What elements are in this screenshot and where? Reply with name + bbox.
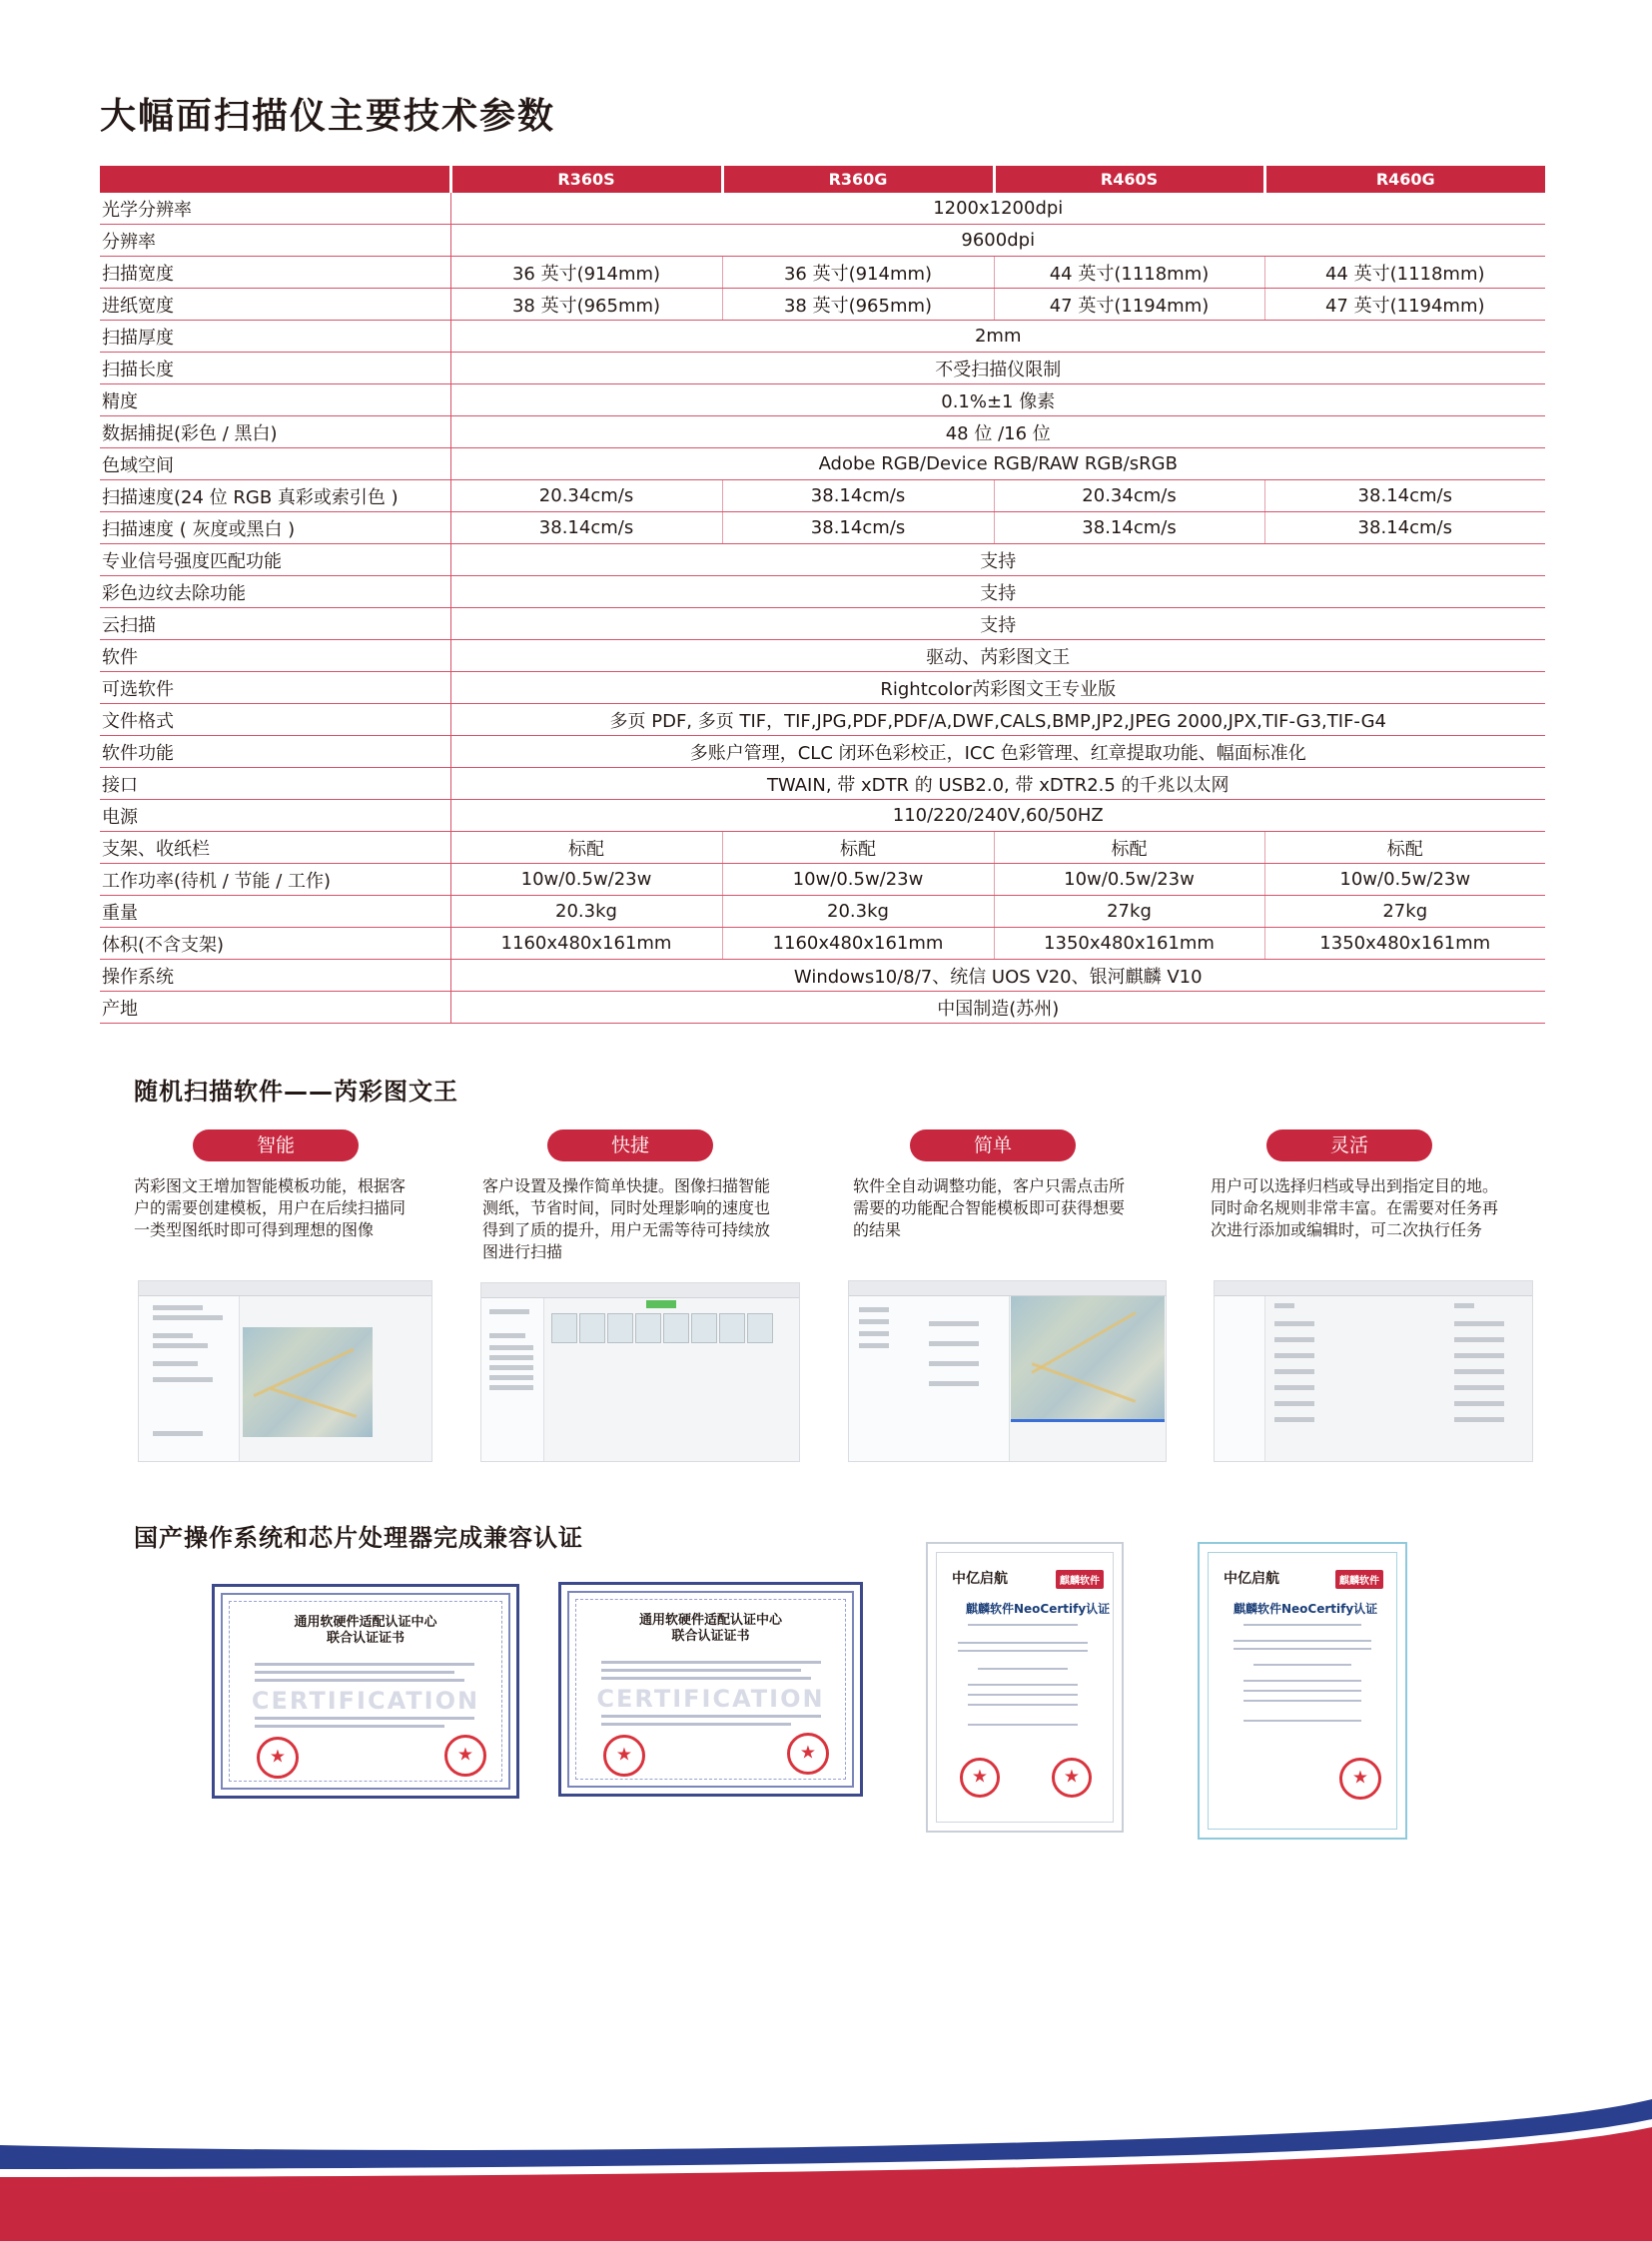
cert-2-title-line1: 通用软硬件适配认证中心: [638, 1613, 782, 1628]
spec-row-cell: 36 英寸(914mm): [450, 257, 722, 289]
spec-row-label: 扫描长度: [100, 353, 450, 384]
feature-description-line: 图进行扫描: [482, 1242, 563, 1261]
cert-4-brand: 麒麟软件: [1335, 1570, 1383, 1589]
spec-row-cell: 10w/0.5w/23w: [722, 864, 994, 896]
spec-row: [100, 896, 1545, 928]
feature-pill: 智能: [193, 1129, 359, 1161]
spec-row-cell: 10w/0.5w/23w: [450, 864, 722, 896]
spec-row: [100, 257, 1545, 289]
spec-row-value: TWAIN, 带 xDTR 的 USB2.0, 带 xDTR2.5 的千兆以太网: [450, 768, 1545, 800]
spec-row-value: 1200x1200dpi: [450, 193, 1545, 225]
feature-description-line: 芮彩图文王增加智能模板功能，根据客: [134, 1176, 407, 1195]
spec-row-value: 支持: [450, 544, 1545, 576]
feature-description-line: 测纸，节省时间，同时处理影响的速度也: [482, 1198, 771, 1217]
spec-row: [100, 416, 1545, 448]
spec-row-cell: 标配: [1264, 832, 1545, 864]
spec-header-model: R460G: [1264, 166, 1545, 193]
cert-1-title-line1: 通用软硬件适配认证中心: [294, 1615, 437, 1630]
spec-row-cell: 1350x480x161mm: [1264, 928, 1545, 960]
cert-3-title: 麒麟软件NeoCertify认证: [966, 1602, 1111, 1616]
feature-description-line: 客户设置及操作简单快捷。图像扫描智能: [482, 1176, 771, 1195]
spec-row: [100, 800, 1545, 832]
spec-row: [100, 768, 1545, 800]
spec-row-cell: 27kg: [994, 896, 1264, 928]
software-screenshot-simple: [848, 1280, 1167, 1462]
red-seal-icon: [1052, 1758, 1092, 1798]
cert-2-title-line2: 联合认证证书: [671, 1629, 750, 1644]
spec-row-cell: 27kg: [1264, 896, 1545, 928]
spec-row-cell: 标配: [994, 832, 1264, 864]
spec-row-label: 工作功率(待机 / 节能 / 工作): [100, 864, 450, 896]
cert-section-title: 国产操作系统和芯片处理器完成兼容认证: [134, 1524, 583, 1552]
feature-description: [134, 1175, 406, 1241]
spec-row: [100, 353, 1545, 384]
spec-row: [100, 704, 1545, 736]
spec-row-label: 专业信号强度匹配功能: [100, 544, 450, 576]
spec-row: [100, 608, 1545, 640]
feature-description-line: 得到了质的提升，用户无需等待可持续放: [482, 1220, 771, 1239]
footer-wave: [0, 2097, 1652, 2241]
feature-description: [853, 1175, 1125, 1241]
feature-pill: 灵活: [1266, 1129, 1432, 1161]
feature-description-line: 软件全自动调整功能，客户只需点击所: [853, 1176, 1126, 1195]
spec-row-cell: 10w/0.5w/23w: [1264, 864, 1545, 896]
spec-row-cell: 47 英寸(1194mm): [1264, 289, 1545, 321]
red-seal-icon: [787, 1733, 829, 1775]
spec-row-cell: 44 英寸(1118mm): [994, 257, 1264, 289]
spec-row-label: 文件格式: [100, 704, 450, 736]
spec-row-label: 精度: [100, 384, 450, 416]
feature-description-line: 同时命名规则非常丰富。在需要对任务再: [1211, 1198, 1499, 1217]
feature-description-line: 户的需要创建模板，用户在后续扫描同: [134, 1198, 407, 1217]
software-screenshot-smart: [138, 1280, 432, 1462]
spec-row: [100, 544, 1545, 576]
spec-row: [100, 928, 1545, 960]
spec-header-model: R360S: [450, 166, 722, 193]
spec-header-model: R460S: [994, 166, 1264, 193]
spec-table: [100, 166, 1545, 1024]
spec-row-cell: 44 英寸(1118mm): [1264, 257, 1545, 289]
spec-row-cell: 20.34cm/s: [994, 480, 1264, 512]
spec-row: [100, 992, 1545, 1024]
spec-row-label: 扫描速度(24 位 RGB 真彩或索引色 ): [100, 480, 450, 512]
spec-row-cell: 38.14cm/s: [722, 512, 994, 544]
spec-row-cell: 20.3kg: [450, 896, 722, 928]
spec-row: [100, 448, 1545, 480]
spec-row: [100, 512, 1545, 544]
spec-row-value: 驱动、芮彩图文王: [450, 640, 1545, 672]
certificate-3: [926, 1542, 1124, 1833]
spec-row-cell: 10w/0.5w/23w: [994, 864, 1264, 896]
spec-row-value: 多页 PDF, 多页 TIF，TIF,JPG,PDF,PDF/A,DWF,CALS,BMP,JP2,JPEG 2000,JPX,TIF-G3,TIF-G4: [450, 704, 1545, 736]
spec-row-label: 扫描厚度: [100, 321, 450, 353]
spec-row-label: 进纸宽度: [100, 289, 450, 321]
software-screenshot-fast: [480, 1282, 800, 1462]
software-screenshot-flexible: [1214, 1280, 1533, 1462]
spec-row-label: 接口: [100, 768, 450, 800]
cert-3-brand: 麒麟软件: [1056, 1570, 1104, 1589]
spec-row-label: 软件功能: [100, 736, 450, 768]
cert-4-logo: 中亿启航: [1224, 1571, 1279, 1587]
spec-row-cell: 38.14cm/s: [722, 480, 994, 512]
spec-row-label: 电源: [100, 800, 450, 832]
spec-row-value: 110/220/240V,60/50HZ: [450, 800, 1545, 832]
red-seal-icon: [1339, 1758, 1381, 1800]
feature-description-line: 的结果: [853, 1220, 902, 1239]
cert-3-logo: 中亿启航: [952, 1571, 1008, 1587]
spec-row-value: 支持: [450, 576, 1545, 608]
spec-row-label: 彩色边纹去除功能: [100, 576, 450, 608]
red-seal-icon: [257, 1737, 299, 1779]
spec-row: [100, 640, 1545, 672]
spec-row-cell: 38.14cm/s: [1264, 512, 1545, 544]
spec-row-cell: 1160x480x161mm: [722, 928, 994, 960]
certificate-4: [1198, 1542, 1407, 1840]
red-seal-icon: [960, 1758, 1000, 1798]
red-seal-icon: [603, 1735, 645, 1777]
spec-row-cell: 38 英寸(965mm): [450, 289, 722, 321]
spec-row-value: 不受扫描仪限制: [450, 353, 1545, 384]
spec-row-label: 支架、收纸栏: [100, 832, 450, 864]
spec-row-label: 可选软件: [100, 672, 450, 704]
feature-pill: 快捷: [547, 1129, 713, 1161]
spec-row: [100, 193, 1545, 225]
spec-row-value: 9600dpi: [450, 225, 1545, 257]
spec-row-value: Windows10/8/7、统信 UOS V20、银河麒麟 V10: [450, 960, 1545, 992]
spec-row-cell: 标配: [722, 832, 994, 864]
feature-description-line: 需要的功能配合智能模板即可获得想要: [853, 1198, 1126, 1217]
spec-row-value: 2mm: [450, 321, 1545, 353]
page-title: 大幅面扫描仪主要技术参数: [100, 96, 556, 137]
spec-row: [100, 321, 1545, 353]
spec-row-cell: 20.3kg: [722, 896, 994, 928]
certificate-1: [212, 1584, 519, 1799]
spec-row-label: 云扫描: [100, 608, 450, 640]
spec-row-value: 中国制造(苏州): [450, 992, 1545, 1024]
spec-row-cell: 1350x480x161mm: [994, 928, 1264, 960]
spec-row: [100, 960, 1545, 992]
spec-row-cell: 47 英寸(1194mm): [994, 289, 1264, 321]
spec-row-value: Adobe RGB/Device RGB/RAW RGB/sRGB: [450, 448, 1545, 480]
spec-header-blank: [100, 166, 450, 193]
spec-row: [100, 480, 1545, 512]
spec-row: [100, 289, 1545, 321]
spec-row-value: Rightcolor芮彩图文王专业版: [450, 672, 1545, 704]
feature-description-line: 次进行添加或编辑时，可二次执行任务: [1211, 1220, 1483, 1239]
spec-row-cell: 20.34cm/s: [450, 480, 722, 512]
spec-row-cell: 38 英寸(965mm): [722, 289, 994, 321]
spec-header-model: R360G: [722, 166, 994, 193]
spec-row-label: 分辨率: [100, 225, 450, 257]
spec-row: [100, 384, 1545, 416]
spec-row-cell: 38.14cm/s: [450, 512, 722, 544]
feature-description-line: 一类型图纸时即可得到理想的图像: [134, 1220, 375, 1239]
spec-row-cell: 标配: [450, 832, 722, 864]
spec-row-value: 0.1%±1 像素: [450, 384, 1545, 416]
spec-row-cell: 1160x480x161mm: [450, 928, 722, 960]
cert-1-title-line2: 联合认证证书: [326, 1631, 405, 1646]
spec-row-label: 数据捕捉(彩色 / 黑白): [100, 416, 450, 448]
spec-row-value: 多账户管理，CLC 闭环色彩校正，ICC 色彩管理、红章提取功能、幅面标准化: [450, 736, 1545, 768]
spec-table-header: [100, 166, 1545, 193]
spec-row-label: 光学分辨率: [100, 193, 450, 225]
spec-row-cell: 38.14cm/s: [994, 512, 1264, 544]
feature-description: [482, 1175, 770, 1263]
red-seal-icon: [444, 1735, 486, 1777]
spec-row-value: 48 位 /16 位: [450, 416, 1545, 448]
spec-row-label: 产地: [100, 992, 450, 1024]
feature-pill: 简单: [910, 1129, 1076, 1161]
spec-row-value: 支持: [450, 608, 1545, 640]
spec-row-label: 操作系统: [100, 960, 450, 992]
spec-row: [100, 832, 1545, 864]
spec-row-label: 软件: [100, 640, 450, 672]
spec-row-label: 扫描宽度: [100, 257, 450, 289]
feature-description: [1211, 1175, 1498, 1241]
feature-description-line: 用户可以选择归档或导出到指定目的地。: [1211, 1176, 1499, 1195]
spec-row: [100, 225, 1545, 257]
spec-row-label: 色域空间: [100, 448, 450, 480]
spec-row-cell: 36 英寸(914mm): [722, 257, 994, 289]
spec-row: [100, 672, 1545, 704]
spec-row: [100, 736, 1545, 768]
spec-row: [100, 864, 1545, 896]
cert-4-title: 麒麟软件NeoCertify认证: [1234, 1602, 1378, 1616]
spec-row-label: 扫描速度 ( 灰度或黑白 ): [100, 512, 450, 544]
spec-row-label: 重量: [100, 896, 450, 928]
software-section-title: 随机扫描软件——芮彩图文王: [134, 1078, 458, 1106]
certificate-2: [558, 1582, 863, 1797]
spec-row-label: 体积(不含支架): [100, 928, 450, 960]
cert-2-watermark: CERTIFICATION: [596, 1685, 825, 1713]
spec-row-cell: 38.14cm/s: [1264, 480, 1545, 512]
cert-1-watermark: CERTIFICATION: [251, 1687, 480, 1715]
spec-row: [100, 576, 1545, 608]
